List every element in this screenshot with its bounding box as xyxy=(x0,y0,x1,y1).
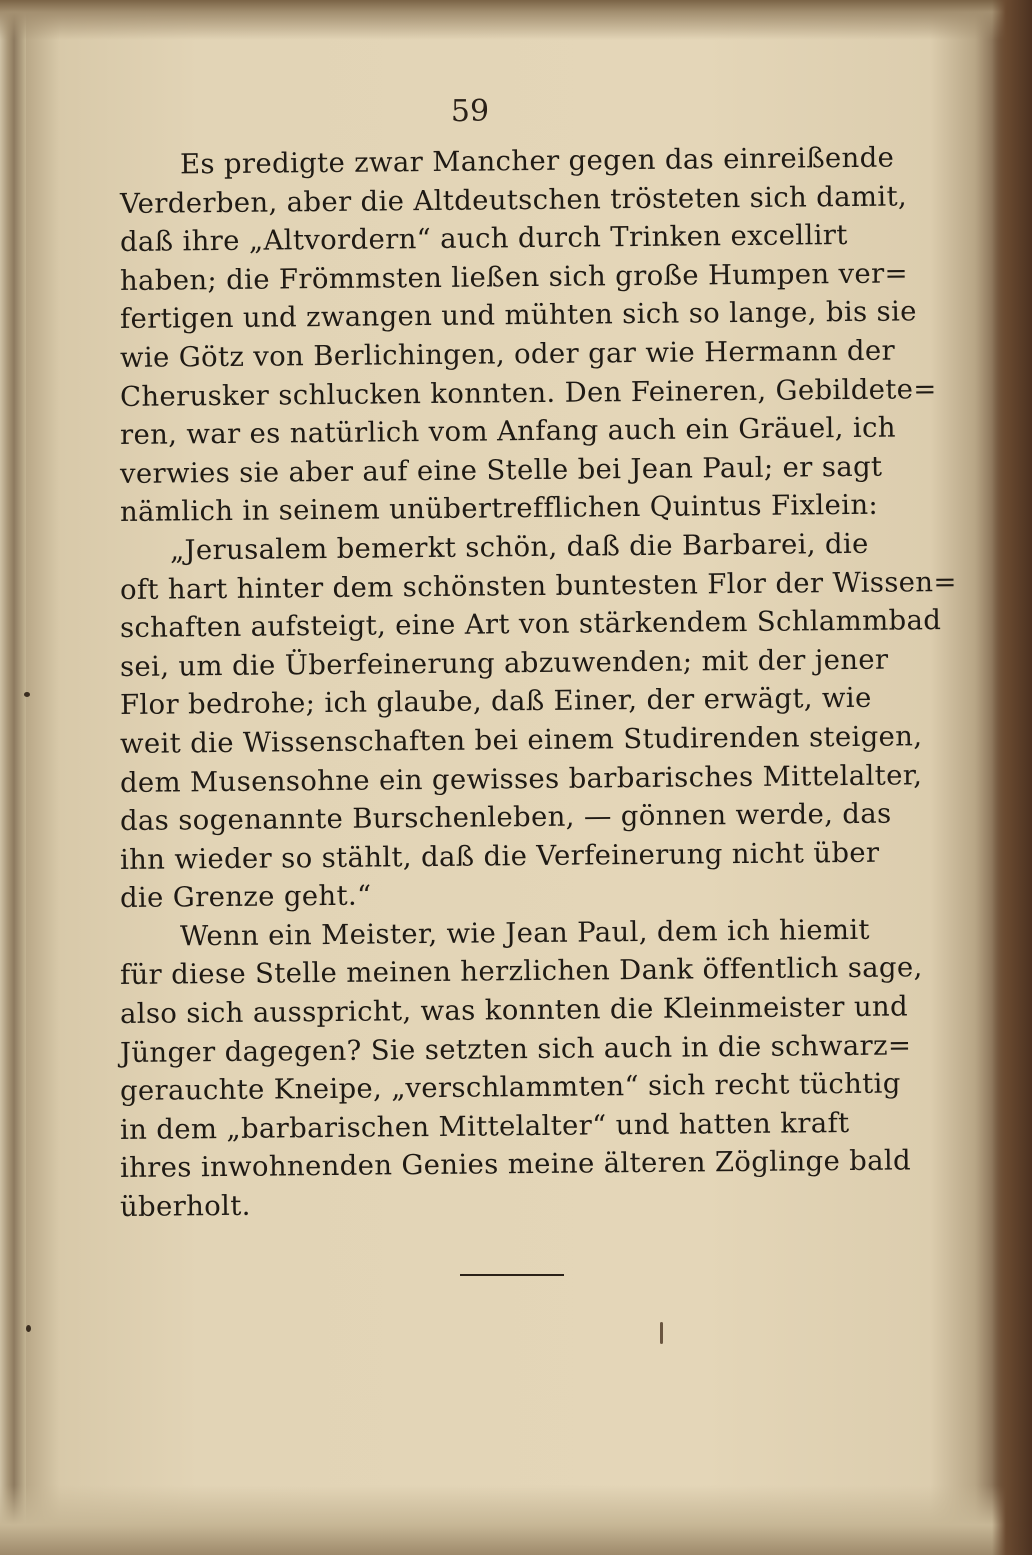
text-line: nämlich in seinem unübertrefflichen Quintus Fixlein: xyxy=(119,489,879,529)
text-line: Flor bedrohe; ich glaube, daß Einer, der erwägt, wie xyxy=(119,682,872,722)
text-line: also sich ausspricht, was konnten die Kleinmeister und xyxy=(119,990,909,1031)
text-line: gerauchte Kneipe, „verschlammten“ sich recht tüchtig xyxy=(119,1067,901,1108)
text-line: weit die Wissenschaften bei einem Studirenden steigen, xyxy=(119,720,923,760)
text-line: Wenn ein Meister, wie Jean Paul, dem ich hiemit xyxy=(179,913,871,953)
left-page-edge xyxy=(0,0,26,1555)
text-line: fertigen und zwangen und mühten sich so lange, bis sie xyxy=(119,295,917,336)
text-line: schaften aufsteigt, eine Art von stärkendem Schlammbad xyxy=(119,604,942,645)
text-line: ihn wieder so stählt, daß die Verfeinerung nicht über xyxy=(119,836,880,876)
ink-speck xyxy=(660,1322,663,1344)
text-line: für diese Stelle meinen herzlichen Dank öffentlich sage, xyxy=(119,951,923,992)
top-page-edge xyxy=(0,0,1032,40)
ink-speck xyxy=(26,1325,31,1332)
text-line: haben; die Frömmsten ließen sich große Humpen ver= xyxy=(119,257,909,297)
text-line: verwies sie aber auf eine Stelle bei Jean Paul; er sagt xyxy=(119,450,883,490)
text-line: „Jerusalem bemerkt schön, daß die Barbarei, die xyxy=(169,527,869,567)
text-line: oft hart hinter dem schönsten buntesten Flor der Wissen= xyxy=(119,565,957,606)
text-line: das sogenannte Burschenleben, — gönnen werde, das xyxy=(119,797,892,838)
text-block xyxy=(119,141,957,1227)
text-line: Verderben, aber die Altdeutschen trösteten sich damit, xyxy=(119,180,908,220)
end-rule xyxy=(460,1274,564,1276)
book-cover-edge xyxy=(992,0,1032,1555)
text-line: daß ihre „Altvordern“ auch durch Trinken excellirt xyxy=(119,219,848,259)
text-line: ihres inwohnenden Genies meine älteren Zöglinge bald xyxy=(119,1144,912,1185)
page-number: 59 xyxy=(450,94,490,129)
text-line: Es predigte zwar Mancher gegen das einreißende xyxy=(179,141,895,181)
text-line: Cherusker schlucken konnten. Den Feineren, Gebildete= xyxy=(119,372,937,413)
text-line: in dem „barbarischen Mittelalter“ und hatten kraft xyxy=(119,1106,850,1146)
text-line: sei, um die Überfeinerung abzuwenden; mit der jener xyxy=(119,643,889,683)
text-line: Jünger dagegen? Sie setzten sich auch in die schwarz= xyxy=(119,1029,912,1069)
text-line: ren, war es natürlich vom Anfang auch ein Gräuel, ich xyxy=(119,411,896,452)
text-line: wie Götz von Berlichingen, oder gar wie Hermann der xyxy=(119,334,896,374)
text-line: die Grenze geht.“ xyxy=(119,879,372,915)
ink-speck xyxy=(24,692,30,697)
text-line: überholt. xyxy=(119,1189,251,1224)
bottom-page-edge xyxy=(0,1485,1032,1555)
text-line: dem Musensohne ein gewisses barbarisches Mittelalter, xyxy=(119,758,923,799)
